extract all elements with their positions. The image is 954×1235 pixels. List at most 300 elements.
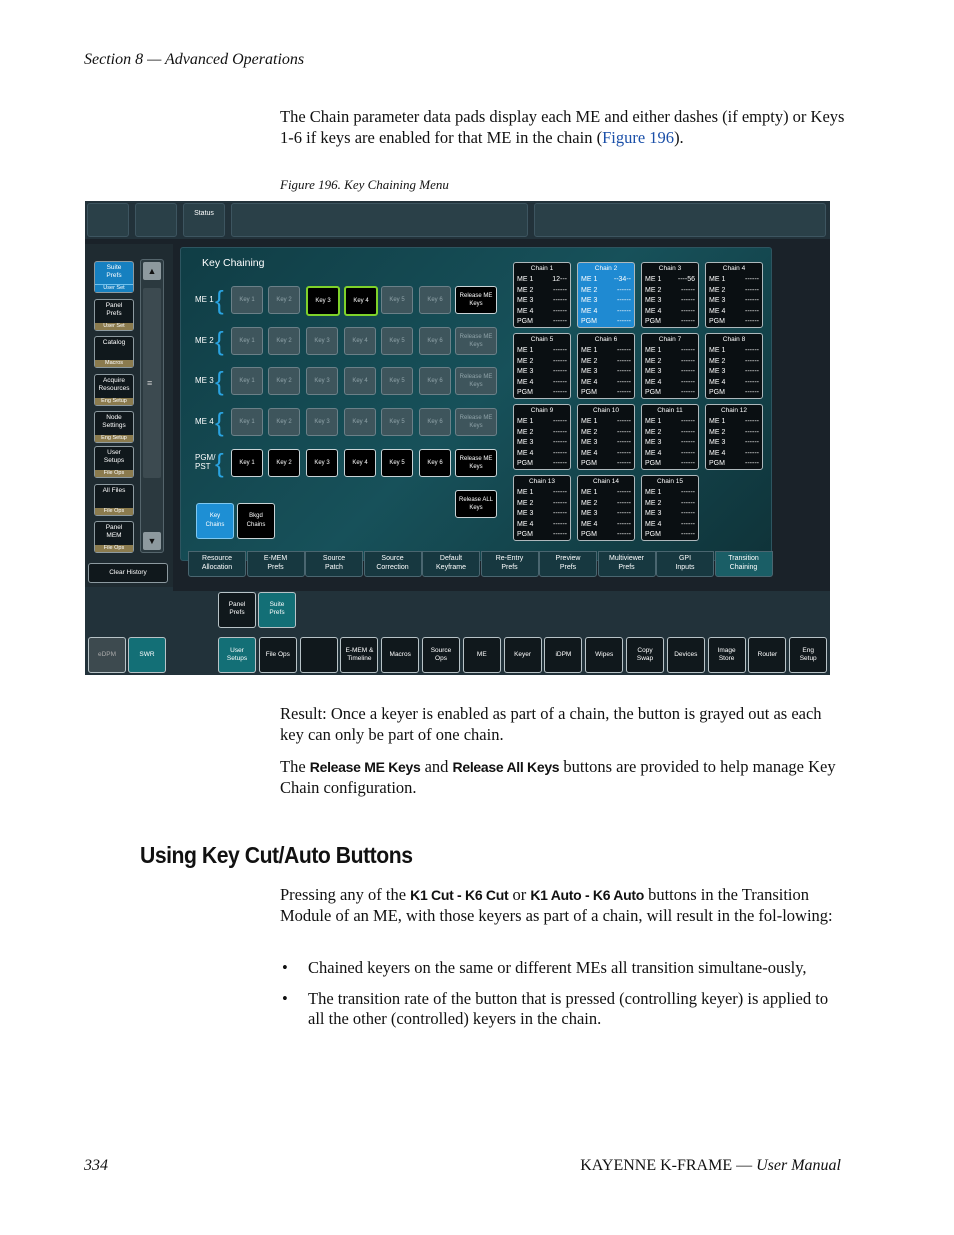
status-label: Status	[194, 210, 214, 217]
menu-tab-label: Transition Chaining	[728, 555, 759, 571]
key-button[interactable]	[419, 367, 451, 395]
chain-row-value: ------	[617, 531, 631, 538]
chain-row	[581, 459, 631, 469]
chain-row-label: ME 2	[517, 428, 534, 436]
side-button-label: Suite Prefs	[106, 264, 122, 279]
key-button[interactable]	[306, 286, 340, 316]
key-button[interactable]	[231, 449, 263, 477]
chain-data-pad[interactable]	[577, 475, 635, 541]
chain-row-label: ME 1	[645, 418, 662, 425]
key-button-label: Key 1	[239, 378, 255, 384]
me-row-brace-icon: {	[215, 285, 224, 315]
bottom-menu-button[interactable]	[626, 637, 664, 673]
chain-row-value: ------	[617, 389, 631, 396]
chain-row	[517, 459, 567, 469]
key-button-label: Key 1	[239, 297, 255, 303]
bottom-menu-button[interactable]	[422, 637, 460, 673]
key-button-label: Key 5	[389, 419, 405, 425]
chain-data-pad[interactable]	[513, 333, 571, 399]
chain-row	[517, 275, 567, 285]
chain-data-pad[interactable]	[705, 404, 763, 470]
bottom-menu-button[interactable]	[667, 637, 705, 673]
key-button-label: Key 3	[314, 338, 330, 344]
key-button[interactable]	[344, 408, 376, 436]
chain-title: Chain 5	[530, 336, 554, 343]
chain-title: Chain 6	[594, 336, 618, 343]
bottom-menu-button[interactable]	[218, 637, 256, 673]
release-me-keys-term: Release ME Keys	[309, 759, 421, 775]
key-button[interactable]	[381, 367, 413, 395]
key-button-label: Key 2	[276, 419, 292, 425]
chain-row	[709, 438, 759, 448]
chain-row-value: ------	[553, 368, 567, 375]
chain-row	[581, 417, 631, 427]
key-button[interactable]	[268, 408, 300, 436]
key-button[interactable]	[344, 449, 376, 477]
bottom-menu-button[interactable]	[585, 637, 623, 673]
key-button[interactable]	[231, 408, 263, 436]
bottom-menu-label: Eng Setup	[799, 647, 817, 662]
key-button[interactable]	[344, 367, 376, 395]
key-button[interactable]	[268, 367, 300, 395]
chain-row-value: ------	[745, 439, 759, 446]
bottom-menu-button[interactable]	[789, 637, 827, 673]
chain-row-label: ME 4	[645, 307, 662, 315]
release-me-keys-button[interactable]	[455, 367, 497, 395]
menu-tab[interactable]	[364, 551, 422, 577]
chain-row-value: ------	[745, 389, 759, 396]
chain-row-label: PGM	[517, 460, 533, 467]
chain-row-label: ME 4	[645, 449, 662, 457]
chain-row	[581, 520, 631, 530]
chain-row-value: ------	[681, 531, 695, 538]
key-button[interactable]	[344, 286, 378, 316]
menu-tab[interactable]	[422, 551, 480, 577]
chain-row-label: PGM	[517, 318, 533, 325]
key-button[interactable]	[306, 327, 338, 355]
chain-row-label: ME 3	[645, 439, 662, 446]
chain-row-value: ------	[681, 499, 695, 507]
edpm-button[interactable]	[88, 637, 126, 673]
chain-row-value: ------	[617, 520, 631, 528]
section-heading: Using Key Cut/Auto Buttons	[140, 842, 413, 868]
chain-row-label: PGM	[645, 389, 661, 396]
scroll-grip-icon: ≡	[147, 378, 153, 388]
sub-tab-label: Suite Prefs	[269, 601, 285, 616]
side-button[interactable]	[94, 521, 134, 553]
chain-row-label: ME 4	[517, 520, 534, 528]
chain-row-value: ------	[745, 368, 759, 375]
chain-row-label: ME 4	[709, 307, 726, 315]
chain-row	[517, 286, 567, 296]
side-button-label: All Files	[102, 487, 126, 494]
key-button[interactable]	[268, 286, 300, 314]
chain-row-label: PGM	[581, 531, 597, 538]
chain-row-value: ------	[617, 510, 631, 517]
sub-tab[interactable]	[218, 592, 256, 628]
menu-tab[interactable]	[598, 551, 656, 577]
chain-row-label: ME 4	[517, 307, 534, 315]
bkgd-chains-button[interactable]	[237, 503, 275, 539]
key-button-label: Key 2	[276, 338, 292, 344]
chain-row-value: ------	[745, 347, 759, 354]
side-button-sublabel: File Ops	[95, 470, 133, 477]
chain-row	[645, 367, 695, 377]
bottom-menu-button[interactable]	[544, 637, 582, 673]
me-row-label: ME 2	[195, 336, 214, 345]
chain-row	[709, 428, 759, 438]
figure-caption: Figure 196. Key Chaining Menu	[280, 177, 449, 192]
bottom-menu-label: Router	[757, 651, 778, 658]
chain-row-label: ME 1	[645, 489, 662, 496]
chain-title: Chain 9	[530, 407, 554, 414]
chain-row-label: ME 2	[709, 428, 726, 436]
key-button[interactable]	[344, 327, 376, 355]
chain-data-pad[interactable]	[577, 404, 635, 470]
chain-row-label: ME 2	[709, 286, 726, 294]
top-slot-2[interactable]	[135, 203, 177, 237]
chain-row	[709, 346, 759, 356]
clear-history-button[interactable]	[88, 563, 168, 583]
chain-row-value: ------	[745, 318, 759, 325]
menu-tab-label: Default Keyframe	[436, 555, 466, 571]
bottom-menu-label: iDPM	[555, 651, 572, 658]
menu-tab-label: Multiviewer Prefs	[608, 555, 644, 571]
chain-row-label: ME 2	[581, 428, 598, 436]
menu-tab-label: Preview Prefs	[555, 555, 581, 571]
chain-row-value: ------	[681, 307, 695, 315]
page-number: 334	[84, 1157, 108, 1174]
key-button[interactable]	[306, 367, 338, 395]
menu-tab-label: Source Correction	[376, 555, 409, 571]
chain-row	[517, 509, 567, 519]
side-button[interactable]	[94, 411, 134, 443]
chain-row-label: ME 1	[581, 347, 598, 354]
chain-row	[517, 367, 567, 377]
release-me-keys-button[interactable]	[455, 449, 497, 477]
chain-row-value: ------	[617, 347, 631, 354]
menu-tab[interactable]	[305, 551, 363, 577]
chain-row-label: ME 3	[645, 510, 662, 517]
key-button[interactable]	[381, 327, 413, 355]
bottom-menu-button[interactable]	[463, 637, 501, 673]
bullet-list	[280, 958, 840, 1040]
chain-title: Chain 4	[722, 265, 746, 272]
status-button[interactable]	[183, 203, 225, 237]
key-button[interactable]	[419, 408, 451, 436]
chain-data-pad[interactable]	[513, 404, 571, 470]
key-button[interactable]	[381, 286, 413, 314]
chain-data-pad[interactable]	[577, 333, 635, 399]
figure-link[interactable]: Figure 196	[602, 127, 675, 147]
chain-row-label: ME 2	[581, 499, 598, 507]
key-button[interactable]	[381, 449, 413, 477]
chain-row-value: ------	[553, 378, 567, 386]
pressing-paragraph	[280, 885, 845, 926]
me-row-brace-icon: {	[215, 448, 224, 478]
chain-row	[517, 357, 567, 367]
chain-row	[581, 388, 631, 398]
chain-row-value: --34--	[613, 276, 631, 283]
chain-row	[581, 296, 631, 306]
chain-row	[645, 488, 695, 498]
chain-row-label: ME 2	[581, 286, 598, 294]
top-display-1	[231, 203, 528, 237]
chain-row-value: ------	[553, 389, 567, 396]
chain-title: Chain 10	[592, 407, 620, 414]
key-button-label: Key 6	[427, 338, 443, 344]
key-button[interactable]	[231, 286, 263, 314]
running-footer	[580, 1157, 841, 1175]
chain-data-pad[interactable]	[641, 262, 699, 328]
chain-row	[709, 449, 759, 459]
chain-row	[709, 378, 759, 388]
menu-tab[interactable]	[481, 551, 539, 577]
chain-row-label: ME 1	[581, 276, 598, 283]
chain-row-value: ------	[617, 307, 631, 315]
chain-row	[709, 296, 759, 306]
bottom-menu-button[interactable]	[748, 637, 786, 673]
key-button[interactable]	[231, 327, 263, 355]
chain-data-pad[interactable]	[641, 475, 699, 541]
key-button[interactable]	[419, 449, 451, 477]
chain-row	[645, 346, 695, 356]
release-me-keys-button[interactable]	[455, 327, 497, 355]
release-all-keys-button[interactable]	[455, 490, 497, 518]
chain-title: Chain 7	[658, 336, 682, 343]
chain-title: Chain 1	[530, 265, 554, 272]
chain-row-label: ME 4	[645, 520, 662, 528]
chain-title: Chain 8	[722, 336, 746, 343]
key-button-label: Key 2	[276, 297, 292, 303]
chain-row-label: PGM	[709, 318, 725, 325]
chain-row	[517, 317, 567, 327]
chain-row-value: ------	[553, 460, 567, 467]
menu-tab[interactable]	[715, 551, 773, 577]
chain-row	[645, 449, 695, 459]
release-text-3: buttons are provided to help manage Key Chain configuration.	[280, 757, 836, 797]
chain-row-label: ME 1	[709, 347, 726, 354]
chain-row-value: ------	[617, 499, 631, 507]
chain-title: Chain 11	[657, 407, 683, 414]
scrollbar[interactable]	[140, 259, 164, 553]
clear-history-label: Clear History	[109, 569, 147, 576]
scroll-down-icon[interactable]: ▼	[143, 532, 161, 550]
chain-row	[645, 520, 695, 530]
chain-row-value: ----56	[677, 276, 695, 283]
key-button[interactable]	[306, 449, 338, 477]
auto-buttons-term: K1 Auto - K6 Auto	[530, 887, 644, 903]
scroll-up-icon[interactable]: ▲	[143, 262, 161, 280]
chain-row	[709, 388, 759, 398]
chain-row-value: ------	[745, 297, 759, 304]
chain-data-pad[interactable]	[513, 262, 571, 328]
chain-row-value: ------	[681, 510, 695, 517]
chain-row-label: ME 1	[581, 489, 598, 496]
release-me-keys-button[interactable]	[455, 286, 497, 314]
bullet-icon: •	[282, 988, 288, 1008]
side-button-label: Panel Prefs	[105, 302, 123, 317]
chain-row-label: ME 4	[581, 378, 598, 386]
chain-row-value: ------	[745, 378, 759, 386]
chain-row-value: ------	[553, 347, 567, 354]
key-button[interactable]	[268, 449, 300, 477]
chain-row-value: ------	[553, 428, 567, 436]
key-button-label: Key 3	[314, 378, 330, 384]
side-button[interactable]	[94, 336, 134, 368]
bottom-menu-button[interactable]	[708, 637, 746, 673]
chain-row-label: ME 1	[645, 276, 662, 283]
swr-button[interactable]	[128, 637, 166, 673]
side-button[interactable]	[94, 261, 134, 293]
key-button-label: Key 3	[315, 298, 331, 304]
side-button[interactable]	[94, 446, 134, 478]
me-row-brace-icon: {	[215, 407, 224, 437]
chain-row-value: ------	[681, 297, 695, 304]
bottom-menu-label: ME	[476, 651, 487, 658]
key-button[interactable]	[381, 408, 413, 436]
chain-data-pad[interactable]	[641, 404, 699, 470]
chain-row	[517, 438, 567, 448]
chain-row	[581, 307, 631, 317]
chain-row-value: ------	[745, 428, 759, 436]
chain-row-value: ------	[617, 297, 631, 304]
chain-row-label: ME 2	[517, 499, 534, 507]
chain-row	[645, 459, 695, 469]
chain-row	[517, 530, 567, 540]
me-row-label: ME 3	[195, 376, 214, 385]
chain-row	[517, 388, 567, 398]
chain-row-value: ------	[617, 357, 631, 365]
side-button-label: User Setups	[103, 449, 125, 464]
key-button-label: Key 6	[427, 297, 443, 303]
chain-title: Chain 14	[592, 478, 620, 485]
key-button-label: Key 1	[239, 338, 255, 344]
key-chains-button[interactable]	[196, 503, 234, 539]
chain-row-value: ------	[553, 531, 567, 538]
chain-row-value: ------	[553, 318, 567, 325]
chain-row-label: ME 4	[645, 378, 662, 386]
intro-text: The Chain parameter data pads display each ME and either dashes (if empty) or Keys 1-6 if keys are enabled for that ME in the chain (	[280, 107, 845, 147]
side-button-label: Panel MEM	[105, 524, 123, 539]
chain-row-label: PGM	[517, 531, 533, 538]
chain-row-label: ME 2	[645, 428, 662, 436]
result-paragraph: Result: Once a keyer is enabled as part of a chain, the button is grayed out as each key can only be part of one chain.	[280, 704, 822, 744]
chain-row-value: ------	[681, 347, 695, 354]
chain-row-label: PGM	[709, 389, 725, 396]
chain-data-pad[interactable]	[577, 262, 635, 328]
chain-row	[517, 488, 567, 498]
key-button-label: Key 5	[389, 338, 405, 344]
key-button[interactable]	[419, 286, 451, 314]
key-button[interactable]	[268, 327, 300, 355]
side-button-label: Catalog	[102, 339, 126, 346]
side-button-sublabel: User Set	[95, 284, 133, 292]
bottom-menu-button[interactable]	[381, 637, 419, 673]
chain-row-value: ------	[745, 276, 759, 283]
running-header: Section 8 — Advanced Operations	[84, 51, 305, 68]
bottom-menu-button[interactable]	[340, 637, 378, 673]
chain-row-label: ME 3	[645, 368, 662, 375]
top-slot-1[interactable]	[87, 203, 129, 237]
chain-row-label: PGM	[581, 460, 597, 467]
me-row-label: ME 4	[195, 417, 214, 426]
chain-row	[517, 417, 567, 427]
side-button[interactable]	[94, 374, 134, 406]
chain-data-pad[interactable]	[705, 333, 763, 399]
footer-separator: —	[732, 1157, 757, 1174]
chain-row	[645, 388, 695, 398]
list-item	[280, 958, 840, 979]
bottom-menu-button[interactable]	[259, 637, 297, 673]
release-paragraph	[280, 757, 845, 798]
chain-row-label: ME 1	[581, 418, 598, 425]
chain-row	[709, 367, 759, 377]
key-button[interactable]	[231, 367, 263, 395]
chain-row	[645, 378, 695, 388]
bottom-menu-label: Keyer	[514, 651, 532, 658]
chain-row-label: ME 3	[709, 297, 726, 304]
chain-row-label: ME 4	[581, 520, 598, 528]
chain-row-value: ------	[617, 460, 631, 467]
pressing-text-2: or	[508, 885, 531, 904]
release-me-keys-button[interactable]	[455, 408, 497, 436]
chain-row-label: PGM	[581, 389, 597, 396]
release-me-keys-label: Release ME Keys	[459, 456, 493, 470]
menu-tab[interactable]	[656, 551, 714, 577]
chain-row-value: ------	[681, 439, 695, 446]
chain-title: Chain 3	[658, 265, 682, 272]
chain-data-pad[interactable]	[641, 333, 699, 399]
bottom-menu-label: File Ops	[265, 651, 290, 658]
key-button-label: Key 5	[389, 460, 405, 466]
chain-row	[581, 428, 631, 438]
chain-row	[645, 530, 695, 540]
menu-tab[interactable]	[247, 551, 305, 577]
chain-row-label: ME 1	[709, 276, 726, 283]
chain-row	[709, 459, 759, 469]
bottom-menu-label: Copy Swap	[636, 647, 654, 662]
menu-tab[interactable]	[539, 551, 597, 577]
chain-row-label: ME 4	[581, 307, 598, 315]
menu-tab[interactable]	[188, 551, 246, 577]
chain-row	[517, 428, 567, 438]
key-button-label: Key 4	[352, 338, 368, 344]
chain-row-value: ------	[617, 439, 631, 446]
release-text-2: and	[420, 757, 453, 776]
side-button[interactable]	[94, 484, 134, 516]
chain-row-value: ------	[617, 418, 631, 425]
side-button[interactable]	[94, 299, 134, 331]
bottom-menu-button[interactable]	[300, 637, 338, 673]
chain-row-value: ------	[681, 357, 695, 365]
chain-row-value: ------	[553, 499, 567, 507]
chain-row	[581, 530, 631, 540]
chain-data-pad[interactable]	[513, 475, 571, 541]
key-button[interactable]	[419, 327, 451, 355]
chain-row-label: ME 2	[517, 286, 534, 294]
sub-tab[interactable]	[258, 592, 296, 628]
chain-title: Chain 15	[656, 478, 684, 485]
me-row-brace-icon: {	[215, 366, 224, 396]
chain-data-pad[interactable]	[705, 262, 763, 328]
bottom-menu-label: Macros	[389, 651, 411, 658]
me-row-label: ME 1	[195, 295, 214, 304]
key-button[interactable]	[306, 408, 338, 436]
bottom-menu-button[interactable]	[504, 637, 542, 673]
chain-row	[581, 346, 631, 356]
release-text-1: The	[280, 757, 310, 776]
